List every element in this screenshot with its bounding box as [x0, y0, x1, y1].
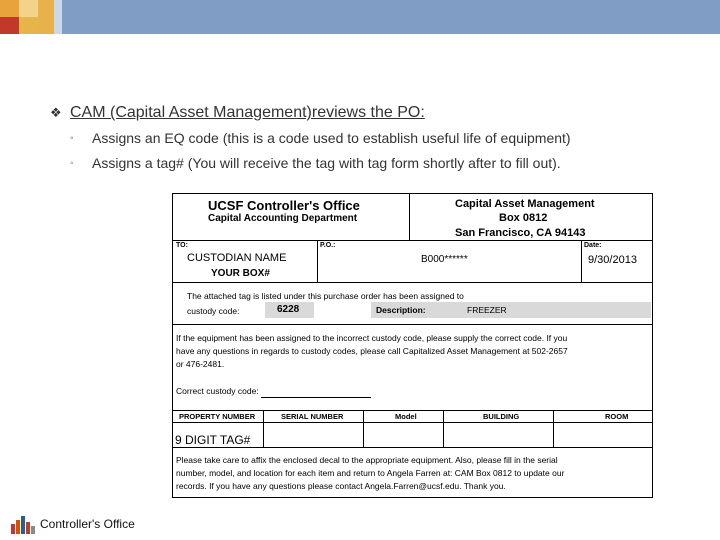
custodian-box: YOUR BOX#	[211, 268, 270, 279]
table-border	[443, 410, 444, 447]
column-header: BUILDING	[483, 412, 520, 421]
main-bullet	[50, 104, 425, 122]
description-value: FREEZER	[467, 305, 507, 315]
column-header: Model	[395, 412, 417, 421]
divider	[173, 282, 652, 283]
decor-square	[54, 0, 62, 34]
custodian-name: CUSTODIAN NAME	[187, 252, 287, 264]
divider	[173, 324, 652, 325]
correct-code-line	[261, 397, 371, 398]
table-border	[553, 410, 554, 447]
correct-code-label: Correct custody code:	[176, 386, 259, 396]
sub-bullet	[70, 130, 571, 146]
form-title: UCSF Controller's Office	[208, 198, 360, 213]
slide-footer	[10, 514, 150, 536]
footer-label: Controller's Office	[40, 517, 135, 531]
sub-bullet-text: Assigns an EQ code (this is a code used to establish useful life of equipment)	[92, 130, 571, 146]
table-border	[263, 410, 264, 447]
incorrect-code-text: If the equipment has been assigned to the incorrect custody code, please supply the correct code. If you	[176, 333, 568, 343]
form-department: Capital Accounting Department	[208, 213, 358, 224]
date-value: 9/30/2013	[588, 254, 637, 266]
column-header: SERIAL NUMBER	[281, 412, 344, 421]
po-value: B000******	[421, 254, 468, 265]
decor-square	[0, 0, 19, 17]
description-label: Description:	[376, 305, 426, 315]
sub-bullet	[70, 155, 561, 171]
divider	[581, 240, 582, 282]
bullet-icon: ❖	[50, 105, 62, 120]
divider	[317, 240, 318, 282]
column-header: ROOM	[605, 412, 629, 421]
table-border	[173, 410, 652, 411]
tag-assigned-text: The attached tag is listed under this purchase order has been assigned to	[187, 291, 464, 301]
table-border	[363, 410, 364, 447]
cam-title: Capital Asset Management	[455, 198, 595, 210]
decor-square	[19, 17, 38, 34]
instructions-text: number, model, and location for each item and return to Angela Farren at: CAM Box 0812 to update our	[176, 468, 565, 478]
to-label: TO:	[176, 242, 188, 249]
decor-square	[19, 0, 38, 17]
top-decorative-bar	[0, 0, 720, 34]
divider	[409, 194, 410, 240]
date-label: Date:	[584, 242, 602, 249]
po-label: P.O.:	[320, 242, 336, 249]
instructions-text: Please take care to affix the enclosed decal to the appropriate equipment. Also, please fill in the serial	[176, 455, 558, 465]
sub-bullet-text: Assigns a tag# (You will receive the tag with tag form shortly after to fill out).	[92, 155, 561, 171]
circle-bullet-icon: ◦	[70, 133, 74, 144]
ucsf-logo-icon	[10, 514, 36, 536]
tag-form-image	[172, 193, 653, 498]
custody-label: custody code:	[187, 306, 240, 316]
custody-value: 6228	[277, 304, 300, 315]
table-border	[173, 422, 652, 423]
column-header: PROPERTY NUMBER	[179, 412, 256, 421]
circle-bullet-icon: ◦	[70, 158, 74, 169]
table-border	[173, 447, 652, 448]
decor-square	[0, 17, 19, 34]
decor-square	[38, 0, 54, 34]
incorrect-code-text: have any questions in regards to custody codes, please call Capitalized Asset Management at 502-2657	[176, 346, 568, 356]
instructions-text: records. If you have any questions please contact Angela.Farren@ucsf.edu. Thank you.	[176, 481, 506, 491]
incorrect-code-text: or 476-2481.	[176, 359, 225, 369]
main-bullet-text: CAM (Capital Asset Management)reviews the PO:	[70, 104, 425, 121]
cam-box: Box 0812	[499, 212, 548, 224]
cam-city: San Francisco, CA 94143	[455, 227, 586, 239]
tag-number-value: 9 DIGIT TAG#	[175, 433, 251, 447]
